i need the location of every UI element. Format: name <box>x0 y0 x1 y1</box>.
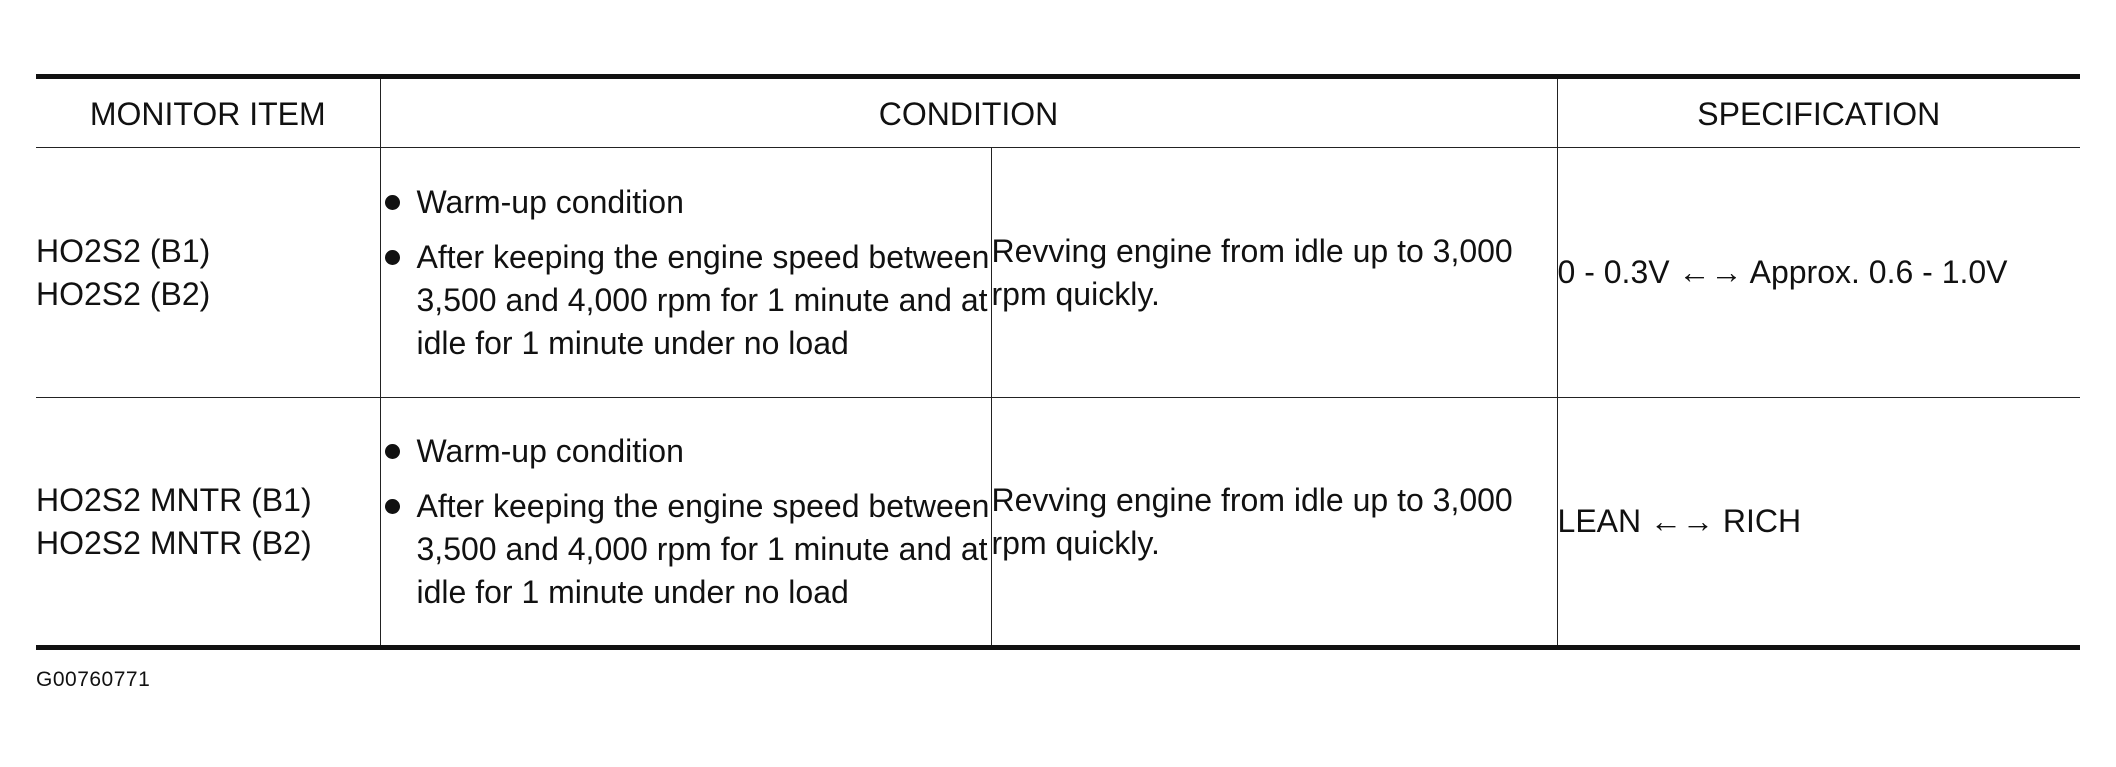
header-monitor-item: MONITOR ITEM <box>36 77 380 148</box>
monitor-item-label: HO2S2 (B1) <box>36 232 211 269</box>
monitor-item-cell <box>36 398 380 648</box>
condition-item <box>381 430 991 473</box>
condition-list <box>381 430 991 614</box>
specification-cell: LEAN ←→ RICH <box>1557 398 2080 648</box>
action-cell: Revving engine from idle up to 3,000 rpm quickly. <box>991 148 1557 398</box>
condition-list <box>381 181 991 365</box>
condition-text: Warm-up condition <box>416 183 684 220</box>
table-row <box>36 148 2080 398</box>
condition-item <box>381 181 991 224</box>
bullet-icon <box>385 195 400 210</box>
monitor-item-label: HO2S2 (B2) <box>36 275 211 312</box>
condition-text: Warm-up condition <box>416 432 684 469</box>
condition-cell <box>380 148 991 398</box>
bullet-icon <box>385 250 400 265</box>
condition-text: After keeping the engine speed between 3,500 and 4,000 rpm for 1 minute and at idle for 1 minute under no load <box>416 487 990 610</box>
monitor-item-cell <box>36 148 380 398</box>
condition-text: After keeping the engine speed between 3,500 and 4,000 rpm for 1 minute and at idle for 1 minute under no load <box>416 238 990 361</box>
header-row <box>36 77 2080 148</box>
monitor-spec-table <box>36 74 2080 650</box>
monitor-spec-table-container <box>36 74 2080 650</box>
table-row <box>36 398 2080 648</box>
bullet-icon <box>385 499 400 514</box>
specification-cell: 0 - 0.3V ←→ Approx. 0.6 - 1.0V <box>1557 148 2080 398</box>
header-condition: CONDITION <box>380 77 1557 148</box>
header-specification: SPECIFICATION <box>1557 77 2080 148</box>
figure-code: G00760771 <box>36 668 151 691</box>
condition-item <box>381 236 991 365</box>
monitor-item-label: HO2S2 MNTR (B1) <box>36 481 312 518</box>
condition-item <box>381 485 991 614</box>
condition-cell <box>380 398 991 648</box>
action-cell: Revving engine from idle up to 3,000 rpm quickly. <box>991 398 1557 648</box>
bullet-icon <box>385 444 400 459</box>
monitor-item-label: HO2S2 MNTR (B2) <box>36 524 312 561</box>
